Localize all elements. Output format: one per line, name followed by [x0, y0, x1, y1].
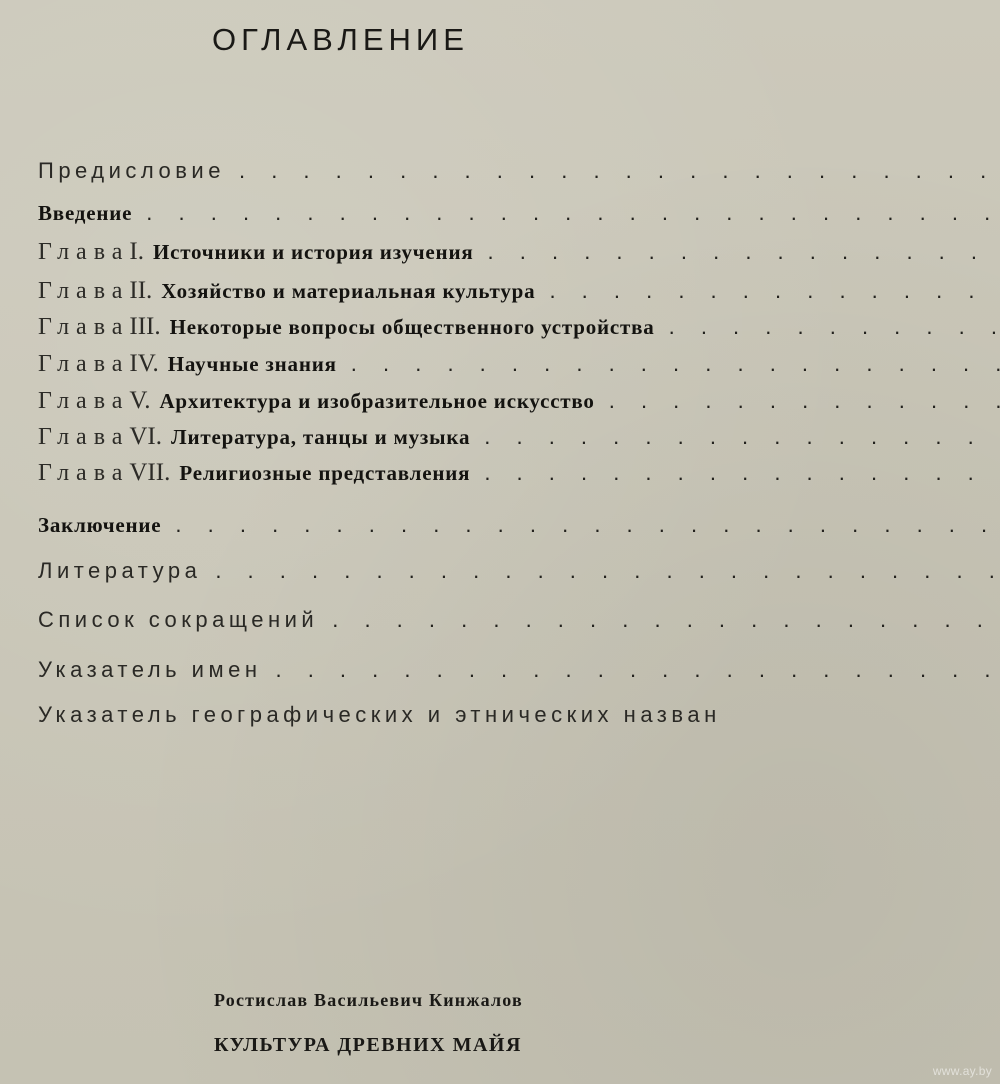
toc-entry-title: Список сокращений	[38, 607, 319, 632]
chapter-numeral: III.	[129, 313, 161, 340]
chapter-numeral: VII.	[129, 459, 171, 486]
toc-entry-title: Литература, танцы и музыка	[171, 425, 471, 449]
chapter-numeral: V.	[129, 387, 151, 414]
colophon-book-title: КУЛЬТУРА ДРЕВНИХ МАЙЯ	[214, 1034, 522, 1056]
toc-entry-abbreviations	[38, 607, 1000, 643]
toc-entry-title: Некоторые вопросы общественного устройства	[169, 315, 655, 339]
chapter-prefix: Глава	[38, 314, 130, 340]
chapter-prefix: Глава	[38, 424, 130, 450]
toc-entry-title: Указатель имен	[38, 657, 262, 682]
chapter-numeral: IV.	[129, 350, 159, 377]
toc-leader-dots	[549, 278, 1000, 304]
chapter-numeral: II.	[129, 277, 153, 304]
toc-entry-literature	[38, 558, 1000, 594]
toc-entry-chapter-4	[38, 350, 1000, 386]
toc-entry-chapter-7	[38, 459, 1000, 495]
toc-entry-preface	[38, 158, 1000, 194]
toc-leader-dots	[175, 512, 1000, 538]
toc-entry-chapter-5	[38, 387, 1000, 423]
toc-leader-dots	[239, 158, 1000, 184]
chapter-numeral: I.	[129, 238, 144, 265]
toc-leader-dots	[275, 657, 1000, 683]
chapter-prefix: Глава	[38, 351, 130, 377]
toc-entry-chapter-1	[38, 238, 1000, 274]
toc-entry-geo-index	[38, 702, 1000, 738]
chapter-prefix: Глава	[38, 239, 130, 265]
toc-heading: ОГЛАВЛЕНИЕ	[212, 22, 469, 57]
toc-leader-dots	[332, 607, 1000, 633]
toc-entry-title: Источники и история изучения	[152, 240, 474, 264]
toc-leader-dots	[609, 388, 1000, 414]
toc-entry-title: Предисловие	[38, 158, 225, 183]
toc-entry-title: Религиозные представления	[179, 461, 471, 485]
toc-leader-dots	[215, 558, 1000, 584]
toc-leader-dots	[351, 351, 1000, 377]
toc-leader-dots	[669, 314, 1000, 340]
chapter-prefix: Глава	[38, 278, 130, 304]
chapter-prefix: Глава	[38, 460, 130, 486]
toc-entry-title: Заключение	[38, 513, 162, 537]
toc-entry-conclusion	[38, 512, 1000, 548]
chapter-prefix: Глава	[38, 388, 130, 414]
toc-entry-title: Литература	[38, 558, 202, 583]
toc-entry-name-index	[38, 657, 1000, 693]
watermark-text: www.ay.by	[932, 1064, 992, 1078]
toc-leader-dots	[146, 200, 1000, 226]
toc-leader-dots	[484, 460, 1000, 486]
toc-entry-chapter-3	[38, 313, 1000, 349]
toc-entry-title: Научные знания	[167, 352, 337, 376]
toc-entry-chapter-2	[38, 277, 1000, 313]
toc-entry-title: Хозяйство и материальная культура	[161, 279, 536, 303]
toc-leader-dots	[484, 424, 1000, 450]
toc-entry-title: Архитектура и изобразительное искусство	[159, 389, 595, 413]
toc-entry-introduction	[38, 200, 1000, 236]
toc-entry-title: Введение	[38, 201, 133, 225]
chapter-numeral: VI.	[129, 423, 163, 450]
toc-entry-chapter-6	[38, 423, 1000, 459]
toc-entry-title: Указатель географических и этнических назван	[38, 702, 721, 727]
colophon-author: Ростислав Васильевич Кинжалов	[214, 990, 523, 1010]
toc-leader-dots	[488, 239, 1000, 265]
